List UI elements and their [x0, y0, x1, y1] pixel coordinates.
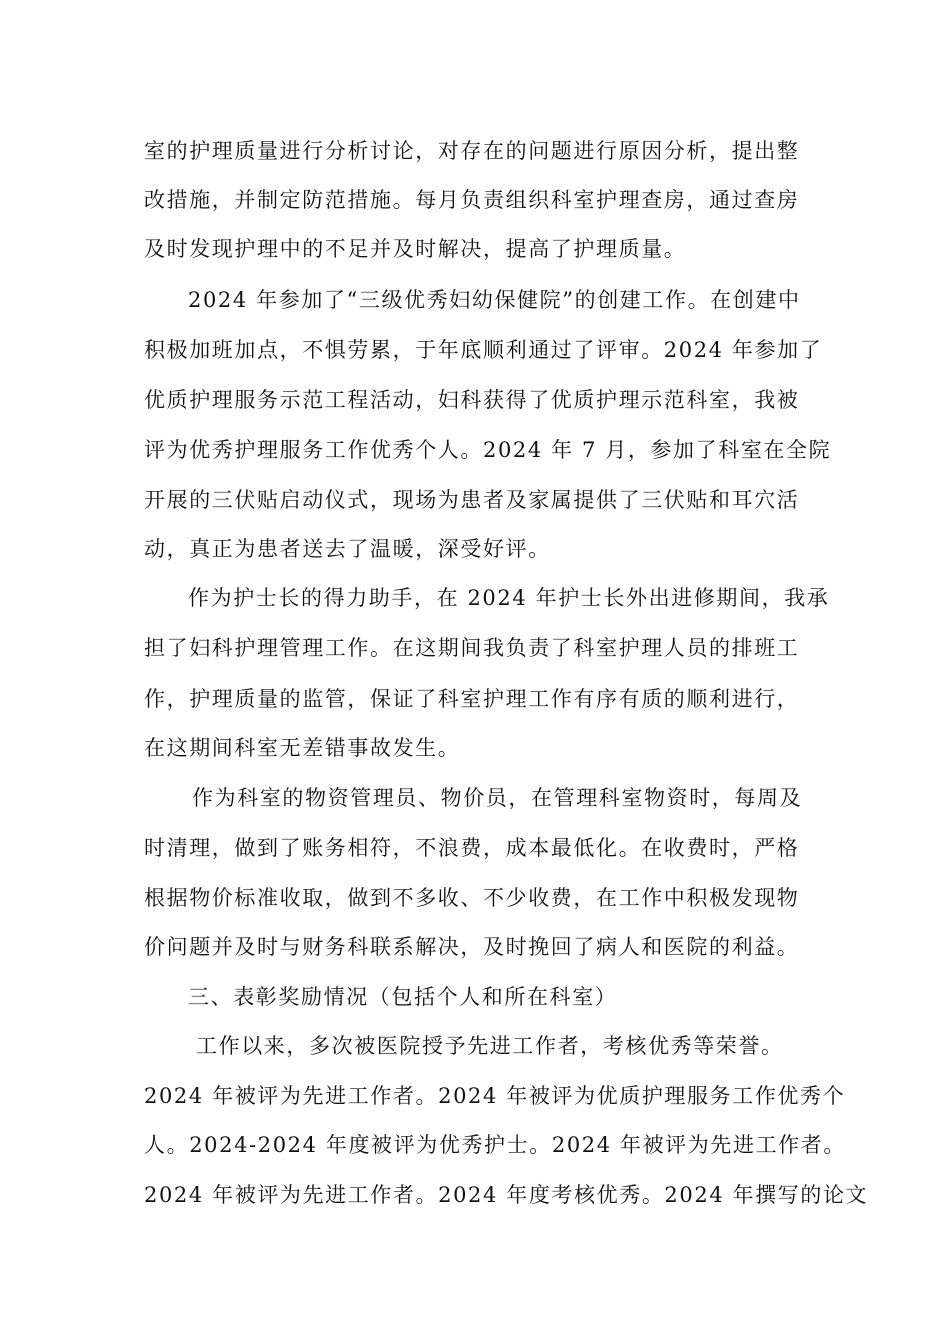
- paragraph-line: 2024 年被评为先进工作者。2024 年被评为优质护理服务工作优秀个: [144, 1084, 846, 1108]
- paragraph-line: 担了妇科护理管理工作。在这期间我负责了科室护理人员的排班工: [144, 636, 800, 660]
- paragraph-line: 及时发现护理中的不足并及时解决，提高了护理质量。: [144, 237, 687, 261]
- paragraph-line: 工作以来，多次被医院授予先进工作者，考核优秀等荣誉。: [196, 1034, 784, 1058]
- paragraph-line: 优质护理服务示范工程活动，妇科获得了优质护理示范科室，我被: [144, 388, 800, 412]
- paragraph-line: 2024 年被评为先进工作者。2024 年度考核优秀。2024 年撰写的论文: [144, 1183, 869, 1207]
- paragraph-line: 开展的三伏贴启动仪式，现场为患者及家属提供了三伏贴和耳穴活: [144, 488, 800, 512]
- paragraph-line: 作，护理质量的监管，保证了科室护理工作有序有质的顺利进行，: [144, 687, 800, 711]
- paragraph-line: 动，真正为患者送去了温暖，深受好评。: [144, 537, 551, 561]
- paragraph-line: 评为优秀护理服务工作优秀个人。2024 年 7 月，参加了科室在全院: [144, 438, 832, 462]
- paragraph-line: 改措施，并制定防范措施。每月负责组织科室护理查房，通过查房: [144, 188, 800, 212]
- paragraph-line: 根据物价标准收取，做到不多收、不少收费，在工作中积极发现物: [144, 886, 800, 910]
- paragraph-line: 在这期间科室无差错事故发生。: [144, 736, 461, 760]
- section-heading: 三、表彰奖励情况（包括个人和所在科室）: [188, 985, 618, 1009]
- paragraph-line: 2024 年参加了“三级优秀妇幼保健院”的创建工作。在创建中: [188, 288, 801, 312]
- paragraph-line: 价问题并及时与财务科联系解决，及时挽回了病人和医院的利益。: [144, 935, 800, 959]
- paragraph-line: 积极加班加点，不惧劳累，于年底顺利通过了评审。2024 年参加了: [144, 338, 823, 362]
- paragraph-line: 作为科室的物资管理员、物价员，在管理科室物资时，每周及: [192, 786, 803, 810]
- paragraph-line: 作为护士长的得力助手，在 2024 年护士长外出进修期间，我承: [188, 586, 830, 610]
- paragraph-line: 时清理，做到了账务相符，不浪费，成本最低化。在收费时，严格: [144, 836, 800, 860]
- paragraph-line: 人。2024-2024 年度被评为优秀护士。2024 年被评为先进工作者。: [144, 1133, 846, 1157]
- paragraph-line: 室的护理质量进行分析讨论，对存在的问题进行原因分析，提出整: [144, 139, 800, 163]
